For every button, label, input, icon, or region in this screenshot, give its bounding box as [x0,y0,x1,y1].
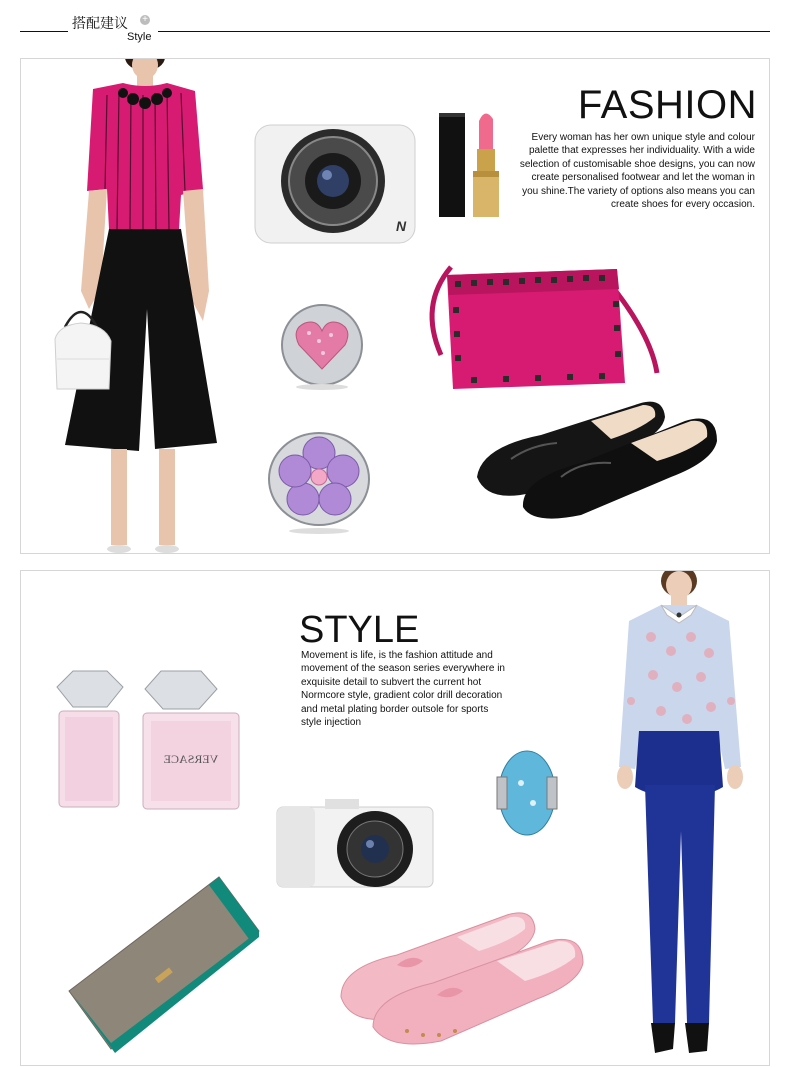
model-magenta-top-image [35,59,235,553]
blue-glass-charm-image [495,747,559,843]
fashion-heading: FASHION [577,83,757,127]
pink-loafers-image [337,901,589,1047]
header-rule-left [20,31,68,32]
compact-camera-image [253,121,419,247]
style-body-text: Movement is life, is the fashion attitude and movement of the season series everywhere in exquisite detail to subvert the current hot Normcore style, gradient color drill decoration and metal plating border outsole for sports style injection [301,650,505,729]
header-rule-right [158,31,770,32]
black-loafers-image [471,397,723,521]
header-subtitle: Style [127,31,152,43]
style-panel [20,570,770,1066]
svg-text:VERSACE: VERSACE [163,752,219,766]
magenta-crossbody-bag-image [411,255,665,391]
perfume-bottles-image [49,667,261,821]
fashion-body-text: Every woman has her own unique style and colour palette that expresses her individuality. With a wide selection of customisable shoe designs, you can now create personalised footwear and let the woman in you shine.The variety of options also means you can create shoes for every occasion. [519,132,755,211]
flower-charm-image [267,425,371,537]
plus-icon: + [140,15,150,25]
heart-charm-image [279,299,365,391]
section-header [0,0,790,50]
taupe-wallet-image [63,873,263,1057]
lipstick-image [437,109,503,221]
model-navy-trousers-image [591,571,767,1065]
header-title: 搭配建议 [72,16,128,32]
svg-text:N: N [395,218,407,234]
style-heading: STYLE [299,609,420,651]
mirrorless-camera-image [275,797,437,891]
fashion-panel [20,58,770,554]
